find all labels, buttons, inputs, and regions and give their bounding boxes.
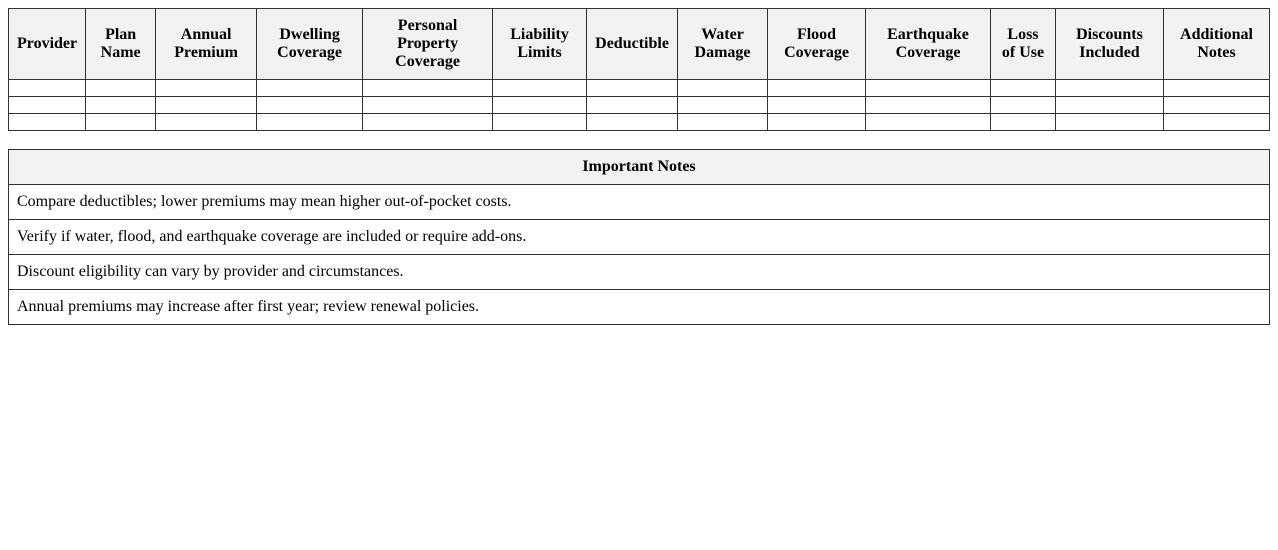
table-cell — [1055, 97, 1163, 114]
table-cell — [257, 80, 363, 97]
table-cell — [990, 97, 1055, 114]
comparison-table-body — [9, 80, 1270, 131]
table-cell — [587, 97, 678, 114]
table-cell — [866, 114, 991, 131]
note-item: Verify if water, flood, and earthquake coverage are included or require add-ons. — [9, 220, 1270, 255]
table-cell — [257, 97, 363, 114]
table-cell — [156, 80, 257, 97]
header-row — [9, 9, 1270, 80]
col-header-dwelling-coverage: Dwelling Coverage — [257, 9, 363, 80]
table-cell — [363, 97, 493, 114]
col-header-annual-premium: Annual Premium — [156, 9, 257, 80]
col-header-deductible: Deductible — [587, 9, 678, 80]
table-cell — [363, 80, 493, 97]
table-cell — [493, 114, 587, 131]
table-cell — [768, 97, 866, 114]
col-header-discounts-included: Discounts Included — [1055, 9, 1163, 80]
table-cell — [86, 114, 156, 131]
table-cell — [1055, 80, 1163, 97]
important-notes-table — [8, 149, 1270, 325]
notes-title: Important Notes — [9, 150, 1270, 185]
table-cell — [866, 80, 991, 97]
table-cell — [587, 80, 678, 97]
col-header-additional-notes: Additional Notes — [1163, 9, 1269, 80]
table-cell — [363, 114, 493, 131]
note-row — [9, 290, 1270, 325]
col-header-provider: Provider — [9, 9, 86, 80]
table-cell — [768, 80, 866, 97]
note-row — [9, 185, 1270, 220]
table-cell — [990, 114, 1055, 131]
notes-header-row — [9, 150, 1270, 185]
table-cell — [86, 97, 156, 114]
table-cell — [990, 80, 1055, 97]
table-cell — [678, 114, 768, 131]
insurance-comparison-table — [8, 8, 1270, 131]
table-cell — [493, 97, 587, 114]
col-header-personal-property-coverage: Personal Property Coverage — [363, 9, 493, 80]
table-cell — [156, 97, 257, 114]
col-header-water-damage: Water Damage — [678, 9, 768, 80]
table-cell — [1163, 80, 1269, 97]
table-cell — [9, 97, 86, 114]
note-row — [9, 255, 1270, 290]
table-row — [9, 80, 1270, 97]
table-cell — [1163, 97, 1269, 114]
table-cell — [9, 80, 86, 97]
table-cell — [1055, 114, 1163, 131]
note-item: Compare deductibles; lower premiums may mean higher out-of-pocket costs. — [9, 185, 1270, 220]
table-row — [9, 97, 1270, 114]
note-row — [9, 220, 1270, 255]
table-cell — [678, 80, 768, 97]
table-cell — [156, 114, 257, 131]
table-cell — [678, 97, 768, 114]
note-item: Discount eligibility can vary by provider and circumstances. — [9, 255, 1270, 290]
table-cell — [866, 97, 991, 114]
table-cell — [587, 114, 678, 131]
table-cell — [493, 80, 587, 97]
table-cell — [768, 114, 866, 131]
table-row — [9, 114, 1270, 131]
table-cell — [1163, 114, 1269, 131]
table-cell — [9, 114, 86, 131]
col-header-flood-coverage: Flood Coverage — [768, 9, 866, 80]
note-item: Annual premiums may increase after first year; review renewal policies. — [9, 290, 1270, 325]
col-header-liability-limits: Liability Limits — [493, 9, 587, 80]
col-header-loss-of-use: Loss of Use — [990, 9, 1055, 80]
table-cell — [257, 114, 363, 131]
table-cell — [86, 80, 156, 97]
col-header-earthquake-coverage: Earthquake Coverage — [866, 9, 991, 80]
col-header-plan-name: Plan Name — [86, 9, 156, 80]
